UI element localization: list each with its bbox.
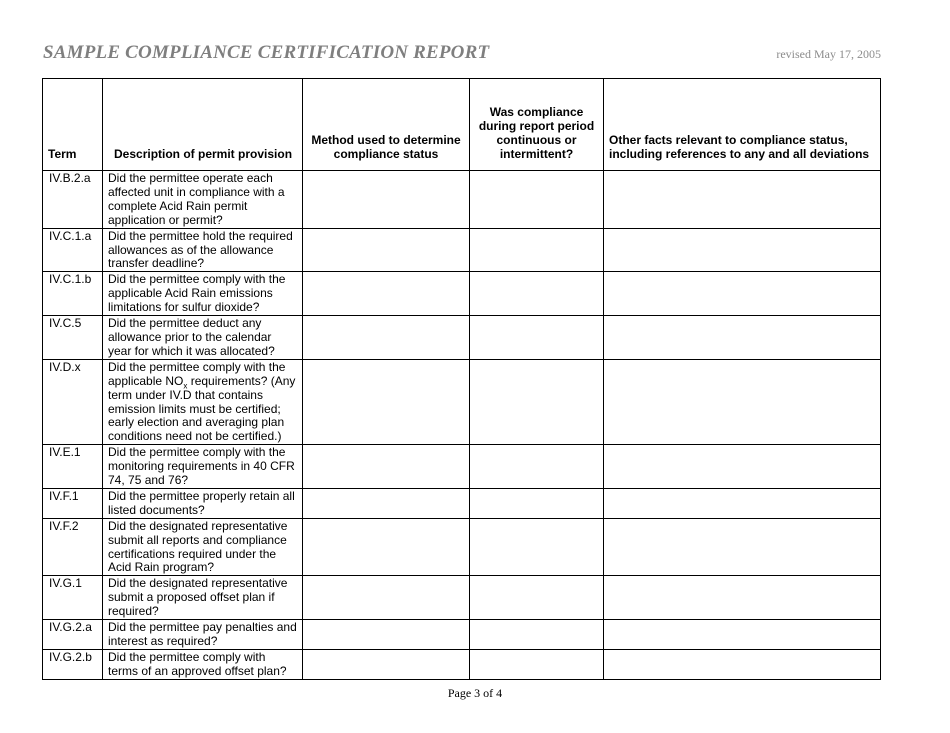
column-header-description: Description of permit provision: [103, 79, 303, 171]
method-cell[interactable]: [303, 488, 470, 518]
continuity-cell[interactable]: [470, 518, 604, 576]
table-row: [43, 620, 881, 650]
table-row: [43, 518, 881, 576]
other-facts-cell[interactable]: [604, 272, 881, 316]
other-facts-cell[interactable]: [604, 518, 881, 576]
table-row: [43, 649, 881, 679]
other-facts-cell[interactable]: [604, 620, 881, 650]
term-cell: IV.E.1: [43, 445, 103, 489]
continuity-cell[interactable]: [470, 620, 604, 650]
continuity-cell[interactable]: [470, 171, 604, 229]
other-facts-cell[interactable]: [604, 649, 881, 679]
page-number: Page 3 of 4: [447, 686, 503, 700]
table-row: [43, 228, 881, 272]
term-cell: IV.G.1: [43, 576, 103, 620]
description-cell: Did the permittee pay penalties and interest as required?: [103, 620, 303, 650]
method-cell[interactable]: [303, 576, 470, 620]
column-header-other-facts: Other facts relevant to compliance status, including references to any and all deviations: [604, 79, 881, 171]
continuity-cell[interactable]: [470, 359, 604, 444]
column-header-term: Term: [43, 79, 103, 171]
nox-subscript: x: [183, 381, 188, 391]
term-cell: IV.F.2: [43, 518, 103, 576]
description-text-before: Did the permittee comply with the applicable NO: [108, 359, 286, 388]
description-cell: Did the designated representative submit a proposed offset plan if required?: [103, 576, 303, 620]
continuity-cell[interactable]: [470, 488, 604, 518]
continuity-cell[interactable]: [470, 576, 604, 620]
term-cell: IV.D.x: [43, 359, 103, 444]
other-facts-cell[interactable]: [604, 359, 881, 444]
table-header-row: [43, 79, 881, 171]
other-facts-cell[interactable]: [604, 576, 881, 620]
method-cell[interactable]: [303, 518, 470, 576]
term-cell: IV.G.2.a: [43, 620, 103, 650]
description-cell: Did the permittee comply with the monitoring requirements in 40 CFR 74, 75 and 76?: [103, 445, 303, 489]
term-cell: IV.B.2.a: [43, 171, 103, 229]
table-row: [43, 316, 881, 360]
other-facts-cell[interactable]: [604, 316, 881, 360]
continuity-cell[interactable]: [470, 316, 604, 360]
table-row: [43, 272, 881, 316]
description-cell: Did the permittee properly retain all listed documents?: [103, 488, 303, 518]
table-row: [43, 171, 881, 229]
method-cell[interactable]: [303, 228, 470, 272]
continuity-cell[interactable]: [470, 445, 604, 489]
description-cell: Did the designated representative submit all reports and compliance certifications required under the Acid Rain program?: [103, 518, 303, 576]
table-row: [43, 359, 881, 444]
description-cell: Did the permittee deduct any allowance prior to the calendar year for which it was allocated?: [103, 316, 303, 360]
term-cell: IV.C.5: [43, 316, 103, 360]
continuity-cell[interactable]: [470, 228, 604, 272]
column-header-continuity: Was compliance during report period continuous or intermittent?: [470, 79, 604, 171]
report-title: SAMPLE COMPLIANCE CERTIFICATION REPORT: [43, 42, 490, 63]
column-header-method: Method used to determine compliance status: [303, 79, 470, 171]
other-facts-cell[interactable]: [604, 445, 881, 489]
other-facts-cell[interactable]: [604, 171, 881, 229]
term-cell: IV.C.1.b: [43, 272, 103, 316]
other-facts-cell[interactable]: [604, 488, 881, 518]
description-cell: Did the permittee hold the required allowances as of the allowance transfer deadline?: [103, 228, 303, 272]
table-row: [43, 576, 881, 620]
method-cell[interactable]: [303, 649, 470, 679]
term-cell: IV.G.2.b: [43, 649, 103, 679]
table-row: [43, 488, 881, 518]
method-cell[interactable]: [303, 620, 470, 650]
description-text-after: requirements? (Any term under IV.D that contains emission limits must be certified; early election and averaging plan conditions need not be certified.): [108, 373, 296, 444]
continuity-cell[interactable]: [470, 649, 604, 679]
method-cell[interactable]: [303, 359, 470, 444]
method-cell[interactable]: [303, 445, 470, 489]
description-cell: Did the permittee operate each affected unit in compliance with a complete Acid Rain permit application or permit?: [103, 171, 303, 229]
term-cell: IV.C.1.a: [43, 228, 103, 272]
other-facts-cell[interactable]: [604, 228, 881, 272]
description-cell: Did the permittee comply with the applicable Acid Rain emissions limitations for sulfur dioxide?: [103, 272, 303, 316]
description-cell: Did the permittee comply with terms of an approved offset plan?: [103, 649, 303, 679]
revision-date: revised May 17, 2005: [776, 47, 881, 61]
compliance-table: [42, 78, 881, 680]
continuity-cell[interactable]: [470, 272, 604, 316]
method-cell[interactable]: [303, 272, 470, 316]
term-cell: IV.F.1: [43, 488, 103, 518]
method-cell[interactable]: [303, 171, 470, 229]
table-row: [43, 445, 881, 489]
method-cell[interactable]: [303, 316, 470, 360]
description-cell: [103, 359, 303, 444]
